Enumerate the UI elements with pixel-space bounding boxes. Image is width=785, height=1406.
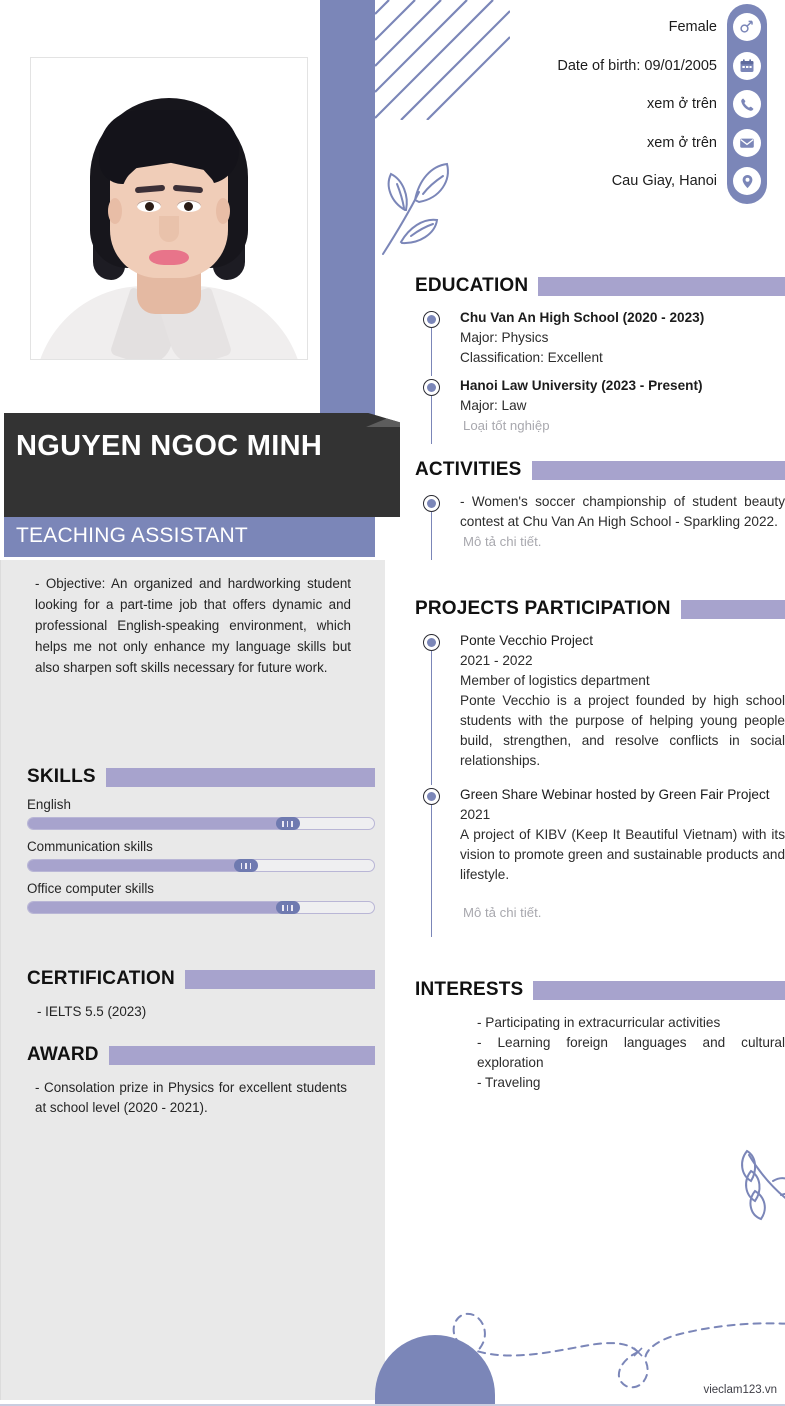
- skill-slider[interactable]: [27, 901, 375, 914]
- activities-list: [415, 492, 785, 560]
- section-skills: [27, 766, 375, 914]
- section-interests: [415, 979, 785, 1093]
- timeline-bullet-icon: [423, 311, 440, 328]
- interests-heading: INTERESTS: [415, 979, 785, 1001]
- heading-bar: [532, 461, 785, 480]
- skill-row: [27, 839, 375, 872]
- section-award: [27, 1044, 375, 1118]
- phone-icon: [733, 90, 761, 118]
- skill-label: Communication skills: [27, 839, 153, 854]
- activities-heading: ACTIVITIES: [415, 459, 785, 481]
- timeline-item: [415, 785, 785, 937]
- timeline-item: [415, 631, 785, 785]
- heading-bar: [185, 970, 375, 989]
- skill-slider[interactable]: [27, 859, 375, 872]
- skill-row: [27, 797, 375, 830]
- timeline-item-line: - Women's soccer championship of student beauty contest at Chu Van An High School - Sparkling 2022.: [460, 494, 785, 529]
- timeline-connector: [431, 328, 432, 376]
- corner-fold: [366, 413, 400, 427]
- contact-value-gender: Female: [668, 19, 717, 35]
- timeline-bullet-icon: [423, 634, 440, 651]
- section-certification: [27, 968, 375, 1022]
- certification-item: - IELTS 5.5 (2023): [37, 1004, 147, 1019]
- timeline-item-line: Member of logistics department: [460, 673, 650, 688]
- heading-bar: [533, 981, 785, 1000]
- section-projects: [415, 598, 785, 937]
- skill-fill: [28, 818, 288, 829]
- interests-list: [415, 1013, 785, 1093]
- skill-slider-handle[interactable]: [276, 901, 300, 914]
- timeline-item-line: 2021: [460, 807, 491, 822]
- timeline-item-title: Ponte Vecchio Project: [460, 633, 593, 648]
- interest-item: - Learning foreign languages and cultural exploration: [477, 1035, 785, 1070]
- section-education: [415, 275, 785, 444]
- timeline-connector: [431, 396, 432, 444]
- timeline-connector: [431, 512, 432, 560]
- contact-icon-list: [727, 4, 767, 204]
- skill-row: [27, 881, 375, 914]
- calendar-icon: [733, 52, 761, 80]
- objective-text: - Objective: An organized and hardworking student looking for a part-time job that offers dynamic and professional English-speaking environment, which helps me not only enhance my language skills but also sharpen soft skills necessary for future work.: [35, 576, 351, 675]
- award-heading: AWARD: [27, 1044, 375, 1066]
- timeline-item-line: 2021 - 2022: [460, 653, 533, 668]
- skills-heading: SKILLS: [27, 766, 375, 788]
- timeline-item-title: Hanoi Law University (2023 - Present): [460, 378, 703, 393]
- section-activities: [415, 459, 785, 560]
- timeline-item-line: Classification: Excellent: [460, 350, 603, 365]
- avatar: [30, 57, 308, 360]
- contact-values: [297, 4, 717, 204]
- contact-value-address: Cau Giay, Hanoi: [611, 173, 717, 189]
- timeline-item-line: Major: Physics: [460, 330, 549, 345]
- contact-value-email: xem ở trên: [647, 134, 717, 151]
- location-icon: [733, 167, 761, 195]
- timeline-item-title: Green Share Webinar hosted by Green Fair Project: [460, 787, 770, 802]
- education-list: [415, 308, 785, 444]
- skill-fill: [28, 860, 246, 871]
- interest-item: - Participating in extracurricular activities: [477, 1015, 721, 1030]
- watermark: vieclam123.vn: [703, 1384, 777, 1396]
- timeline-bullet-icon: [423, 379, 440, 396]
- skill-slider[interactable]: [27, 817, 375, 830]
- skill-slider-handle[interactable]: [276, 817, 300, 830]
- portrait-photo: [31, 58, 307, 359]
- heading-bar: [106, 768, 375, 787]
- timeline-item-line: Ponte Vecchio is a project founded by high school students with the purpose of helping young people build, strengthen, and resolve conflicts in social relationships.: [460, 693, 785, 768]
- timeline-connector: [431, 805, 432, 937]
- timeline-bullet-icon: [423, 495, 440, 512]
- education-heading: EDUCATION: [415, 275, 785, 297]
- interest-item: - Traveling: [477, 1075, 541, 1090]
- name-banner: [4, 413, 400, 517]
- heading-bar: [538, 277, 785, 296]
- page-title: NGUYEN NGOC MINH: [16, 430, 323, 462]
- skill-fill: [28, 902, 288, 913]
- projects-list: [415, 631, 785, 937]
- email-icon: [733, 129, 761, 157]
- heading-bar: [681, 600, 785, 619]
- timeline-item-line: A project of KIBV (Keep It Beautiful Vietnam) with its vision to promote green and sustainable products and lifestyle.: [460, 827, 785, 882]
- skills-list: [27, 797, 375, 914]
- contact-value-phone: xem ở trên: [647, 96, 717, 112]
- skill-label: English: [27, 797, 71, 812]
- placeholder-text: Loại tốt nghiệp: [463, 418, 550, 433]
- timeline-bullet-icon: [423, 788, 440, 805]
- job-title: TEACHING ASSISTANT: [16, 524, 248, 547]
- award-item: - Consolation prize in Physics for excellent students at school level (2020 - 2021).: [35, 1080, 347, 1115]
- timeline-item: [415, 492, 785, 560]
- timeline-item-title: Chu Van An High School (2020 - 2023): [460, 310, 705, 325]
- contact-value-dob: Date of birth: 09/01/2005: [557, 57, 717, 74]
- skill-label: Office computer skills: [27, 881, 155, 896]
- timeline-item: [415, 308, 785, 376]
- placeholder-text: Mô tả chi tiết.: [463, 534, 542, 549]
- placeholder-text: Mô tả chi tiết.: [463, 905, 542, 920]
- timeline-item: [415, 376, 785, 444]
- projects-heading: PROJECTS PARTICIPATION: [415, 598, 785, 620]
- timeline-connector: [431, 651, 432, 785]
- gender-icon: [733, 13, 761, 41]
- skill-slider-handle[interactable]: [234, 859, 258, 872]
- timeline-item-line: Major: Law: [460, 398, 527, 413]
- certification-heading: CERTIFICATION: [27, 968, 375, 990]
- feather-icon: [735, 1145, 785, 1230]
- heading-bar: [109, 1046, 375, 1065]
